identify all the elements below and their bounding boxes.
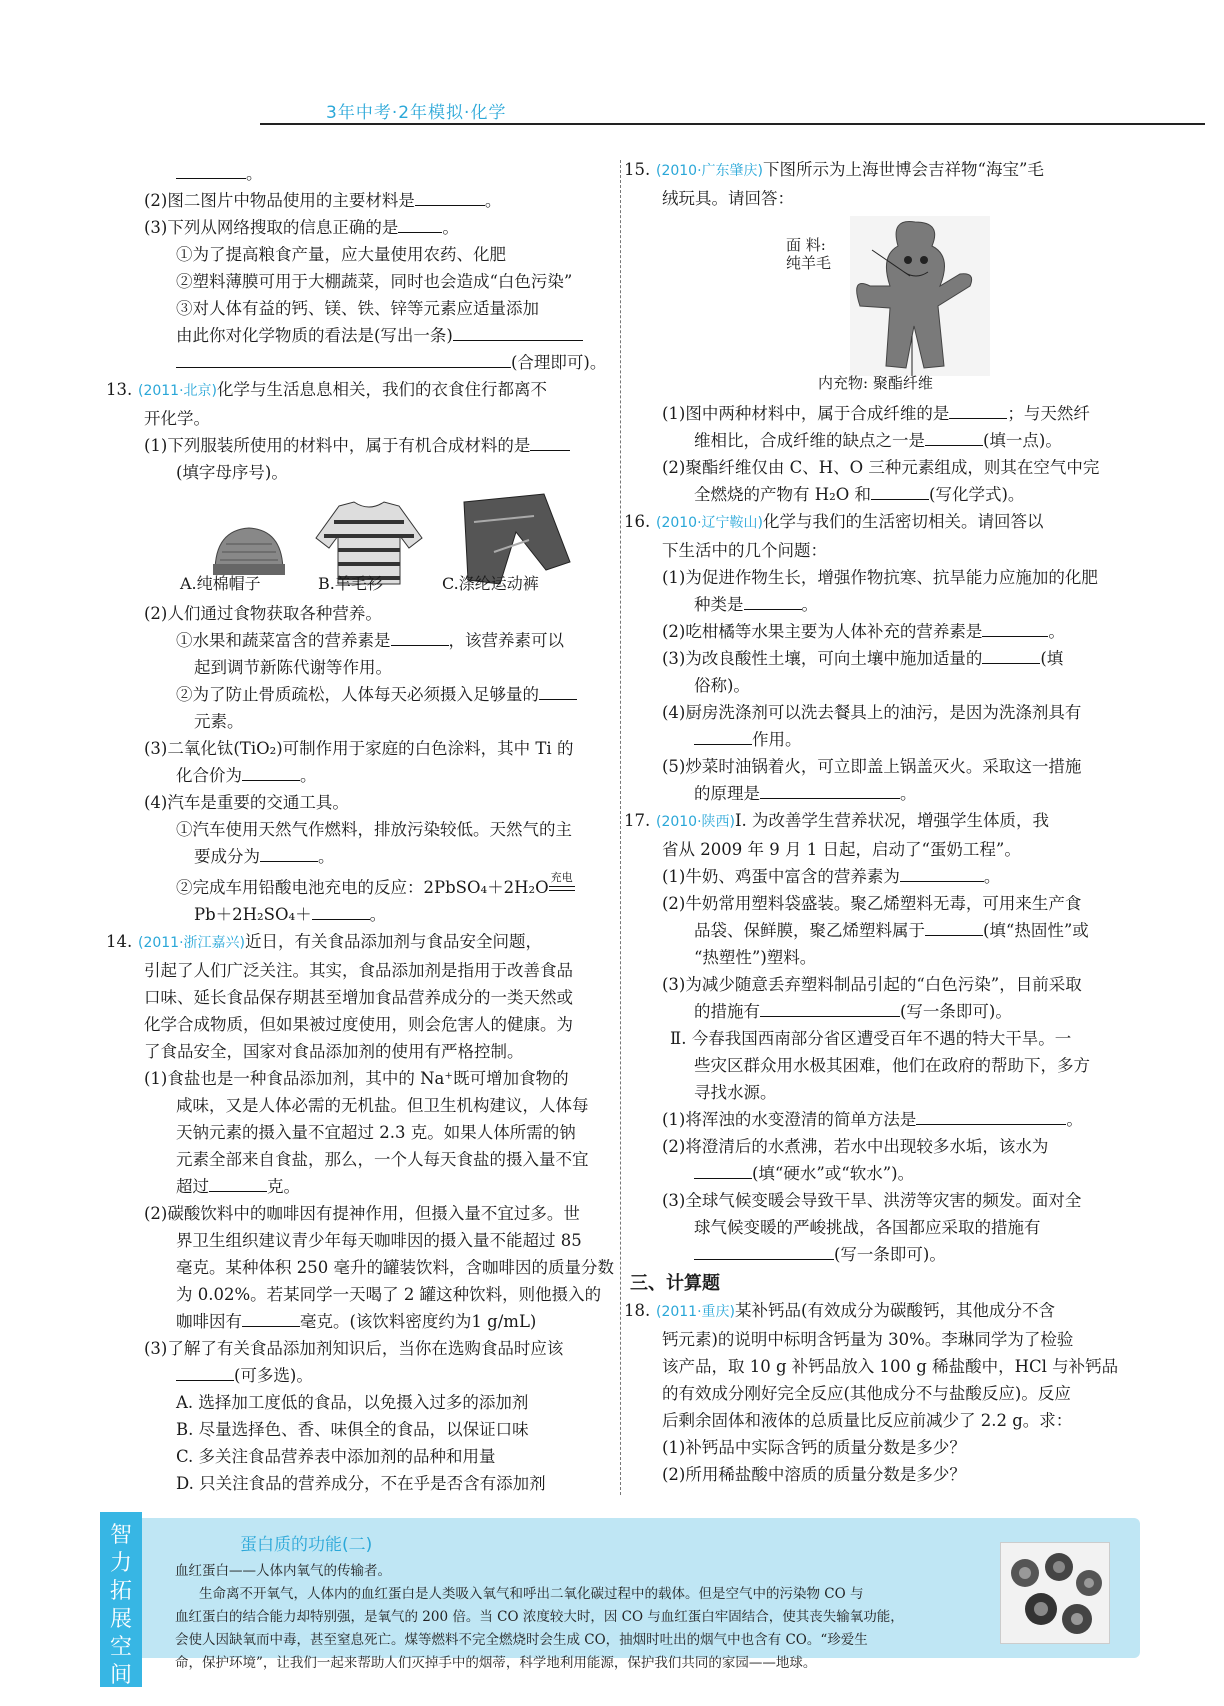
- section-heading: 三、计算题: [630, 1273, 720, 1294]
- q16-sub1: (1)为促进作物生长，增强作物抗寒、抗旱能力应施加的化肥: [662, 568, 1098, 587]
- extension-title: 蛋白质的功能(二): [240, 1535, 373, 1555]
- extension-tab: [100, 1512, 142, 1687]
- caption-c: C.涤纶运动裤: [442, 574, 539, 593]
- q17-t2: (2)将澄清后的水煮沸，若水中出现较多水垢，该水为: [662, 1137, 1049, 1156]
- q18-line: 钙元素)的说明中标明含钙量为 30%。李琳同学为了检验: [662, 1330, 1074, 1349]
- text-line: (3)下列从网络搜取的信息正确的是 。: [144, 218, 459, 237]
- q13-sub4b: ②完成车用铅酸电池充电的反应：2PbSO₄＋2H₂O 充电: [112, 874, 610, 901]
- q14-sub2: 毫克。某种体积 250 毫升的罐装饮料，含咖啡因的质量分数: [176, 1258, 614, 1277]
- red-blood-cells-image: [1000, 1542, 1110, 1644]
- q18-line: 该产品，取 10 g 补钙品放入 100 g 稀盐酸中，HCl 与补钙品: [662, 1357, 1119, 1376]
- header-title: 3年中考·2年模拟·化学: [326, 103, 507, 123]
- q17-sub2c: “热塑性”)塑料。: [694, 948, 817, 967]
- label-wool: 纯羊毛: [786, 254, 832, 272]
- q14-sub1-end: 超过 克。: [176, 1177, 300, 1196]
- q15-sub2b: 全燃烧的产物有 H₂O 和 (写化学式)。: [694, 485, 1025, 504]
- q17-t2b: (填“硬水”或“软水”)。: [630, 1160, 1130, 1187]
- option-a: A. 选择加工度低的食品，以免摄入过多的添加剂: [176, 1393, 529, 1412]
- right-column: [624, 156, 1130, 1488]
- label-filling: 内充物: 聚酯纤维: [818, 374, 933, 392]
- q17-stem-2: 省从 2009 年 9 月 1 日起，启动了“蛋奶工程”。: [662, 840, 1021, 859]
- q14-line: 化学合成物质，但如果被过度使用，则会危害人的健康。为: [144, 1015, 573, 1034]
- left-column: [106, 160, 614, 1497]
- q17-part2: 寻找水源。: [694, 1083, 777, 1102]
- q16-stem: 16. (2010·辽宁鞍山)化学与我们的生活密切相关。请回答以: [624, 512, 1044, 531]
- extension-line: 会使人因缺氧而中毒，甚至窒息死亡。煤等燃料不完全燃烧时会生成 CO，抽烟时吐出的烟气中也含有 CO。“珍爱生: [175, 1632, 868, 1648]
- tab-char: 间: [109, 1663, 132, 1688]
- q14-sub3b: (可多选)。: [112, 1362, 610, 1389]
- q14-sub2: (2)碳酸饮料中的咖啡因有提神作用，但摄入量不宜过多。世: [144, 1204, 580, 1223]
- caption-b: B.羊毛衫: [318, 574, 383, 593]
- q13-sub1b: (填字母序号)。: [176, 463, 288, 482]
- q14-line: 口味、延长食品保存期甚至增加食品营养成分的一类天然或: [144, 988, 573, 1007]
- text-line: 由此你对化学物质的看法是(写出一条): [112, 322, 610, 349]
- extension-text: [175, 1560, 1020, 1675]
- option-c: C. 多关注食品营养表中添加剂的品种和用量: [176, 1447, 496, 1466]
- q15-stem-2: 绒玩具。请回答：: [662, 189, 794, 208]
- page-header: [260, 96, 1205, 126]
- q18-line: 的有效成分刚好完全反应(其他成分不与盐酸反应)。反应: [662, 1384, 1071, 1403]
- q17-t3c: (写一条即可)。: [630, 1241, 1130, 1268]
- option-b: B. 尽量选择色、香、味俱全的食品，以保证口味: [176, 1420, 529, 1439]
- tab-char: 空: [109, 1635, 132, 1660]
- q17-sub1: (1)牛奶、鸡蛋中富含的营养素为 。: [662, 867, 1001, 886]
- q15-stem: 15. (2010·广东肇庆)下图所示为上海世博会吉祥物“海宝”毛: [624, 160, 1044, 179]
- q17-part2: 些灾区群众用水极其困难，他们在政府的帮助下，多方: [694, 1056, 1090, 1075]
- q16-sub1b: 种类是 。: [694, 595, 818, 614]
- text-line: (合理即可)。: [112, 349, 610, 376]
- q15-sub1a: (1)图中两种材料中，属于合成纤维的是 ；与天然纤: [662, 404, 1090, 423]
- extension-line: 血红蛋白——人体内氧气的传输者。: [175, 1563, 391, 1579]
- clothing-figures: [176, 492, 596, 592]
- q13-sub3b: 化合价为 。: [176, 766, 317, 785]
- q13-sub4b2: Pb＋2H₂SO₄＋ 。: [194, 905, 387, 924]
- text-line: ③对人体有益的钙、镁、铁、锌等元素应适量添加: [176, 299, 539, 318]
- q17-t3b: 球气候变暖的严峻挑战，各国都应采取的措施有: [694, 1218, 1041, 1237]
- q14-sub2-end: 咖啡因有 毫克。(该饮料密度约为1 g/mL): [176, 1312, 537, 1331]
- tab-char: 力: [109, 1551, 132, 1576]
- q15-sub2a: (2)聚酯纤维仅由 C、H、O 三种元素组成，则其在空气中完: [662, 458, 1100, 477]
- extension-tab-label: [100, 1522, 142, 1690]
- mascot-image: [820, 216, 990, 396]
- q16-sub5: (5)炒菜时油锅着火，可立即盖上锅盖灭火。采取这一措施: [662, 757, 1082, 776]
- q13-sub2b: ②为了防止骨质疏松，人体每天必须摄入足够量的: [112, 681, 610, 708]
- q13-sub2a3: 起到调节新陈代谢等作用。: [194, 658, 392, 677]
- q13-sub4a2: 要成分为 。: [194, 847, 335, 866]
- text-line: 。: [112, 160, 610, 187]
- q16-sub5b: 的原理是 。: [694, 784, 917, 803]
- q14-stem: 14. (2011·浙江嘉兴)近日，有关食品添加剂与食品安全问题，: [106, 932, 543, 951]
- q16-sub3b: 俗称)。: [694, 676, 750, 695]
- q13-sub4a: ①汽车使用天然气作燃料，排放污染较低。天然气的主: [176, 820, 572, 839]
- tab-char: 拓: [109, 1579, 132, 1604]
- q13-stem-2: 开化学。: [144, 409, 210, 428]
- q13-sub2: (2)人们通过食物获取各种营养。: [144, 604, 382, 623]
- q14-sub2: 为 0.02%。若某同学一天喝了 2 罐这种饮料，则他摄入的: [176, 1285, 602, 1304]
- q14-line: 引起了人们广泛关注。其实，食品添加剂是指用于改善食品: [144, 961, 573, 980]
- q13-sub1: (1)下列服装所使用的材料中，属于有机合成材料的是: [112, 432, 610, 459]
- q14-sub3: (3)了解了有关食品添加剂知识后，当你在选购食品时应该: [144, 1339, 564, 1358]
- q16-sub4: (4)厨房洗涤剂可以洗去餐具上的油污，是因为洗涤剂具有: [662, 703, 1082, 722]
- q17-part2: Ⅱ. 今春我国西南部分省区遭受百年不遇的特大干旱。一: [670, 1029, 1072, 1048]
- q14-sub1: (1)食盐也是一种食品添加剂，其中的 Na⁺既可增加食物的: [144, 1069, 569, 1088]
- text-line: ①为了提高粮食产量，应大量使用农药、化肥: [176, 245, 506, 264]
- haibao-mascot-figure: [786, 216, 990, 396]
- q15-sub1b: 维相比，合成纤维的缺点之一是 (填一点)。: [694, 431, 1062, 450]
- q12-continued: [112, 160, 610, 376]
- q14-sub1: 元素全部来自食盐，那么，一个人每天食盐的摄入量不宜: [176, 1150, 589, 1169]
- extension-line: 生命离不开氧气，人体内的血红蛋白是人类吸入氧气和呼出二氧化碳过程中的载体。但是空气中的污染物 CO 与: [199, 1586, 864, 1602]
- q18-sub1: (1)补钙品中实际含钙的质量分数是多少？: [662, 1438, 966, 1457]
- q17-t3: (3)全球气候变暖会导致干旱、洪涝等灾害的频发。面对全: [662, 1191, 1082, 1210]
- text-line: ②塑料薄膜可用于大棚蔬菜，同时也会造成“白色污染”: [176, 272, 573, 291]
- q17-sub2b: 品袋、保鲜膜，聚乙烯塑料属于 (填“热固性”或: [694, 921, 1089, 940]
- q14-sub1: 天钠元素的摄入量不宜超过 2.3 克。如果人体所需的钠: [176, 1123, 576, 1142]
- q13-sub3: (3)二氧化钛(TiO₂)可制作用于家庭的白色涂料，其中 Ti 的: [144, 739, 574, 758]
- q17-sub3: (3)为减少随意丢弃塑料制品引起的“白色污染”，目前采取: [662, 975, 1082, 994]
- q13-sub2a: ①水果和蔬菜富含的营养素是 ，该营养素可以: [176, 631, 564, 650]
- q13-sub4: (4)汽车是重要的交通工具。: [144, 793, 349, 812]
- q13-sub2b2: 元素。: [194, 712, 244, 731]
- q17-t1: (1)将浑浊的水变澄清的简单方法是 。: [662, 1110, 1083, 1129]
- q16-sub4b: 作用。: [630, 726, 1130, 753]
- cotton-hat-image: [210, 522, 288, 577]
- q17-stem: 17. (2010·陕西)Ⅰ. 为改善学生营养状况，增强学生体质，我: [624, 811, 1050, 830]
- label-fabric: 面 料:: [786, 236, 826, 254]
- q14-sub2: 界卫生组织建议青少年每天咖啡因的摄入量不能超过 85: [176, 1231, 582, 1250]
- tab-char: 智: [109, 1523, 132, 1548]
- q18-stem: 18. (2011·重庆)某补钙品(有效成分为碳酸钙，其他成分不含: [624, 1301, 1055, 1320]
- q13-stem: 13. (2011·北京)化学与生活息息相关，我们的衣食住行都离不: [106, 380, 548, 399]
- header-rule: [260, 123, 1205, 125]
- q16-sub3: (3)为改良酸性土壤，可向土壤中施加适量的 (填: [662, 649, 1064, 668]
- q16-sub2: (2)吃柑橘等水果主要为人体补充的营养素是 。: [662, 622, 1065, 641]
- reaction-arrow: 充电: [549, 874, 575, 901]
- q14-line: 了食品安全，国家对食品添加剂的使用有严格控制。: [144, 1042, 524, 1061]
- q17-sub2: (2)牛奶常用塑料袋盛装。聚乙烯塑料无毒，可用来生产食: [662, 894, 1082, 913]
- text-line: (2)图二图片中物品使用的主要材料是 。: [144, 191, 502, 210]
- q14-sub1: 咸味，又是人体必需的无机盐。但卫生机构建议，人体每: [176, 1096, 589, 1115]
- extension-line: 血红蛋白的结合能力却特别强，是氧气的 200 倍。当 CO 浓度较大时，因 CO 与血红蛋白牢固结合，使其丧失输氧功能，: [175, 1609, 904, 1625]
- extension-line: 命，保护环境”，让我们一起来帮助人们灭掉手中的烟蒂，科学地利用能源，保护我们共同的家园——地球。: [175, 1655, 817, 1671]
- caption-a: A.纯棉帽子: [180, 574, 261, 593]
- q17-sub3b: 的措施有 (写一条即可)。: [694, 1002, 1012, 1021]
- q16-stem-2: 下生活中的几个问题：: [662, 541, 827, 560]
- tab-char: 展: [109, 1607, 132, 1632]
- option-d: D. 只关注食品的营养成分，不在乎是否含有添加剂: [176, 1474, 546, 1493]
- column-divider: [620, 160, 621, 1495]
- q18-line: 后剩余固体和液体的总质量比反应前减少了 2.2 g。求：: [662, 1411, 1073, 1430]
- q18-sub2: (2)所用稀盐酸中溶质的质量分数是多少？: [662, 1465, 966, 1484]
